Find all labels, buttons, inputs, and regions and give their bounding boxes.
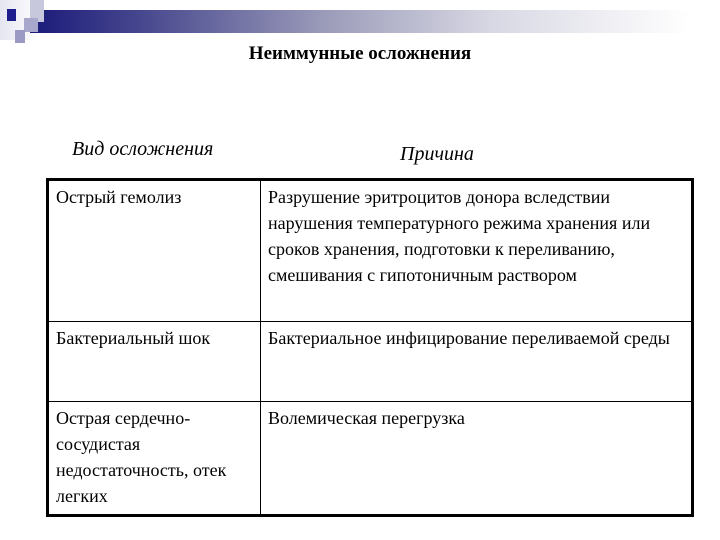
header-gradient-bar bbox=[30, 10, 690, 33]
complication-cause-cell: Разрушение эритроцитов донора вследствии нарушения температурного режима хранения или сроков хранения, подготовки к переливанию, смешивания с гипотоничным раствором bbox=[261, 180, 693, 322]
table-row bbox=[48, 180, 693, 322]
decorative-square bbox=[15, 30, 25, 43]
complication-cause-cell: Бактериальное инфицирование переливаемой среды bbox=[261, 322, 693, 402]
column-header-type: Вид осложнения bbox=[72, 138, 214, 160]
table-row bbox=[48, 402, 693, 516]
decorative-square bbox=[7, 9, 16, 21]
slide-title: Неиммунные осложнения bbox=[248, 43, 472, 64]
decorative-square bbox=[24, 18, 38, 32]
column-header-cause: Причина bbox=[400, 143, 474, 165]
complication-cause-cell: Волемическая перегрузка bbox=[261, 402, 693, 516]
complications-table bbox=[46, 178, 694, 517]
complication-type-cell: Острый гемолиз bbox=[48, 180, 261, 322]
table-row bbox=[48, 322, 693, 402]
complication-type-cell: Острая сердечно-сосудистая недостаточность, отек легких bbox=[48, 402, 261, 516]
complication-type-cell: Бактериальный шок bbox=[48, 322, 261, 402]
